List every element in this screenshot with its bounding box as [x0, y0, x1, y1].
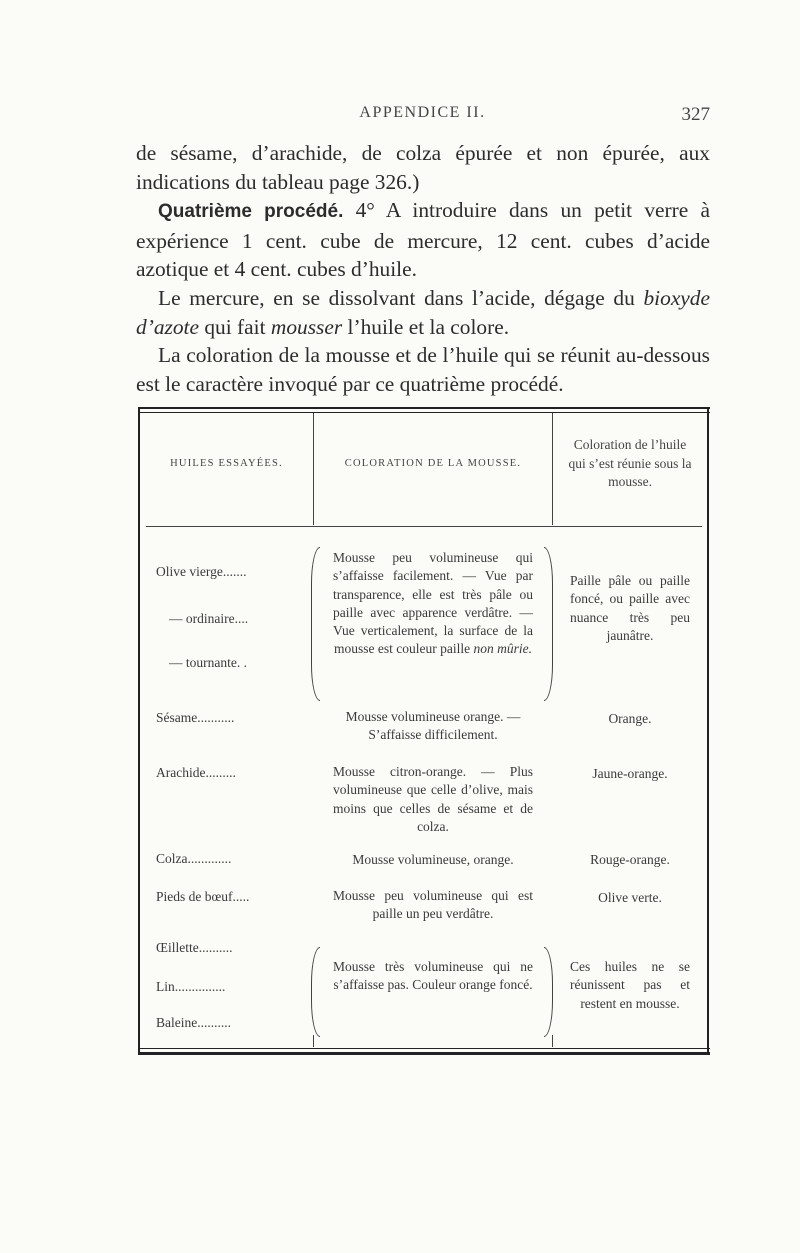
paragraph-continuation [136, 139, 710, 196]
header-rule [146, 526, 702, 527]
oil-arachide: Arachide......... [156, 765, 236, 780]
column-rule-1 [313, 413, 314, 525]
header-oil-color: Coloration de l’huile qui s’est réunie sous la mousse. [568, 437, 692, 489]
body-text [136, 139, 710, 398]
group-oil-color: Ces huiles ne se réunissent pas et restent en mousse. [570, 959, 690, 1011]
page-header [135, 104, 710, 128]
oil-colza: Colza............. [156, 851, 232, 866]
group-foam: Mousse très volumineuse qui ne s’affaisse pas. Couleur orange foncé. [333, 959, 533, 993]
table-top-rule-thin [138, 412, 710, 413]
paragraph-mercury [136, 284, 710, 341]
oil-pieds-de-boeuf: Pieds de bœuf..... [156, 889, 250, 904]
olive-foam-text: Mousse peu volumineuse qui s’affaisse facilement. — Vue par transparence, elle est très pâle ou paille avec apparence verdâtre. — Vue verticalement, la surface de la mousse est couleur paille [333, 550, 533, 657]
oil-olive-vierge: Olive vierge....... [156, 564, 247, 579]
oil-olive-tournante: — tournante. . [169, 655, 247, 670]
table-bottom-rule [138, 1052, 710, 1055]
mousser-term: mousser [270, 314, 343, 339]
column-rule-2-bottom [552, 1035, 553, 1047]
olive-oil-color: Paille pâle ou paille foncé, ou paille avec nuance très peu jaunâtre. [570, 573, 690, 643]
column-rule-2 [552, 413, 553, 525]
mercury-text-a: Le mercure, en se dissolvant dans l’acide, dégage du [158, 285, 644, 310]
header-foam-color: COLORATION DE LA MOUSSE. [344, 458, 522, 469]
pieds-foam: Mousse peu volumineuse qui est paille un peu verdâtre. [333, 888, 533, 922]
running-title: APPENDICE II. [359, 104, 486, 121]
procedure-heading: Quatrième procédé. [158, 201, 344, 223]
sesame-foam: Mousse volumineuse orange. — S’affaisse difficilement. [345, 709, 521, 743]
paragraph-coloration [136, 341, 710, 398]
oil-baleine: Baleine.......... [156, 1015, 231, 1030]
header-oils: HUILES ESSAYÉES. [170, 458, 283, 469]
group-brace-left [311, 947, 320, 1037]
oil-lin: Lin............... [156, 979, 226, 994]
table-top-rule [138, 407, 710, 409]
mercury-text-c: l’huile et la colore. [342, 314, 510, 339]
arachide-oil-color: Jaune-orange. [592, 766, 668, 781]
olive-brace-left [311, 547, 320, 701]
table-left-rule [138, 407, 140, 1055]
sesame-oil-color: Orange. [608, 711, 652, 726]
arachide-foam: Mousse citron-orange. — Plus volumineuse que celle d’olive, mais moins que celles de sésame et de colza. [333, 764, 533, 834]
table-right-rule [707, 407, 709, 1055]
page-number: 327 [681, 104, 710, 125]
colza-oil-color: Rouge-orange. [590, 852, 670, 867]
pieds-oil-color: Olive verte. [598, 890, 662, 905]
coloration-text: La coloration de la mousse et de l’huile qui se réunit au-dessous est le caractère invoqué par ce quatrième procédé. [136, 343, 710, 396]
olive-foam [333, 549, 533, 659]
oil-sesame: Sésame........... [156, 710, 235, 725]
olive-brace-right [544, 547, 553, 701]
paragraph-fourth-procedure [136, 196, 710, 284]
continuation-text: de sésame, d’arachide, de colza épurée et non épurée, aux indications du tableau page 326.) [136, 141, 710, 194]
table-bottom-rule-thin [138, 1048, 710, 1049]
bioxyde-term: bioxyde d’azote [136, 285, 710, 339]
column-rule-1-bottom [313, 1035, 314, 1047]
olive-foam-emphasis: non mûrie. [473, 641, 532, 657]
group-brace-right [544, 947, 553, 1037]
procedure-text: 4° A introduire dans un petit verre à expérience 1 cent. cube de mercure, 12 cent. cubes d’acide azotique et 4 cent. cubes d’huile. [136, 198, 710, 282]
colza-foam: Mousse volumineuse, orange. [352, 852, 514, 867]
mercury-text-b: qui fait [198, 314, 271, 339]
oil-oeillette: Œillette.......... [156, 940, 233, 955]
results-table [138, 407, 710, 1055]
oil-olive-ordinaire: — ordinaire.... [169, 611, 249, 626]
